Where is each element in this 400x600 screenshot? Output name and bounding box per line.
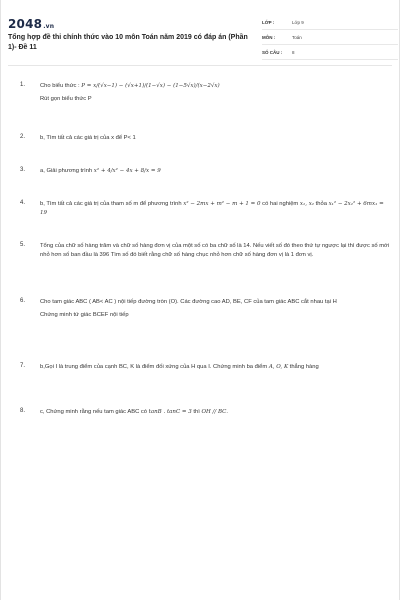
meta-count-value: 8: [292, 49, 295, 55]
question-text-3: .: [226, 409, 228, 415]
question-text: b, Tìm tất cả các giá trị của tham số m để phương trình: [40, 201, 182, 207]
meta-row-subject: [262, 30, 398, 45]
meta-class-label: LỚP :: [262, 19, 275, 25]
question-body: [40, 363, 390, 372]
question-formula: P = x/(√x−1) − (√x+1)/(1−√x) − (1−5√x)/(x−2√x): [81, 83, 220, 89]
question-number: 7.: [20, 363, 26, 369]
meta-subject-value: Toán: [292, 34, 302, 40]
question-formula-2: x₁, x₂: [299, 201, 315, 207]
question-text: Cho biểu thức :: [40, 83, 80, 89]
question-formula: A, O, K: [268, 364, 289, 370]
site-logo[interactable]: [8, 17, 54, 31]
question-body: [40, 200, 390, 218]
question-number: 6.: [20, 298, 26, 304]
question-body: [40, 167, 390, 176]
question-formula: x² − 2mx + m² − m + 1 = 0: [183, 201, 261, 207]
question-body: [40, 82, 390, 104]
question-number: 4.: [20, 200, 26, 206]
question-text: a, Giải phương trình: [40, 168, 93, 174]
logo-suffix: .vn: [43, 23, 55, 30]
question-number: 2.: [20, 134, 26, 140]
question-body: [40, 134, 390, 143]
meta-row-count: [262, 45, 398, 60]
question-text: c, Chứng minh rằng nếu tam giác ABC có: [40, 409, 147, 415]
question-text: b,Gọi I là trung điểm của cạnh BC, K là điểm đối xứng của H qua I. Chứng minh ba điểm: [40, 364, 268, 370]
logo-main: 2048: [8, 17, 43, 31]
question-formula-2: OH // BC: [201, 409, 227, 415]
meta-row-class: [262, 15, 398, 30]
question-number: 8.: [20, 408, 26, 414]
question-text-3: thỏa: [315, 201, 327, 207]
question-body: [40, 242, 390, 260]
question-number: 1.: [20, 82, 26, 88]
document-header: [8, 0, 392, 66]
question-text-2: thì: [193, 409, 200, 415]
question-text: b, Tìm tất cả các giá trị của x để P< 1: [40, 135, 136, 141]
meta-table: [262, 15, 398, 60]
question-body: [40, 408, 390, 417]
question-text-2: có hai nghiệm: [262, 201, 299, 207]
question-number: 5.: [20, 242, 26, 248]
meta-class-value: Lớp 9: [292, 19, 304, 25]
question-number: 3.: [20, 167, 26, 173]
question-body: [40, 298, 390, 320]
question-formula-3: x₁² − 2x₂² + 6mx₁ = 19: [40, 201, 384, 216]
document-title: Tổng hợp đề thi chính thức vào 10 môn Toán năm 2019 có đáp án (Phần 1)- Đề 11: [8, 34, 248, 51]
question-subtext: Rút gọn biểu thức P: [40, 96, 92, 102]
question-text-2: thẳng hàng: [289, 364, 319, 370]
meta-subject-label: MÔN :: [262, 34, 276, 40]
question-text: Tổng của chữ số hàng trăm và chữ số hàng đơn vị của một số có ba chữ số là 14. Nếu viết số đó theo thứ tự ngược lại thì được số mới nhỏ hơn số ban đầu là 396 Tìm số đó biết rằng chữ số hàng chục nhỏ hơn chữ số hàng đơn vị là 1 đơn vị.: [40, 243, 390, 258]
question-subtext: Chứng minh tứ giác BCEF nội tiếp: [40, 312, 129, 318]
question-formula: tanB . tanC = 3: [148, 409, 192, 415]
question-text: Cho tam giác ABC ( AB< AC ) nội tiếp đường tròn (O). Các đường cao AD, BE, CF của tam giác ABC cắt nhau tại H: [40, 299, 337, 305]
meta-count-label: SỐ CÂU :: [262, 49, 283, 55]
question-formula: x² + 4/x² − 4x + 8/x = 9: [93, 168, 161, 174]
